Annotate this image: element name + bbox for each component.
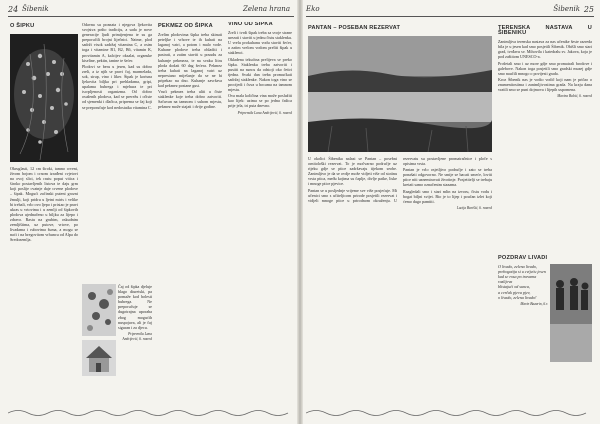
article-title: VINO OD ŠIPKA: [228, 22, 273, 27]
left-footer-ornament: [8, 408, 294, 418]
pantan-landscape-image: [308, 36, 492, 152]
rosehip-photo: [10, 34, 78, 162]
left-header-brand: Šibenik: [22, 5, 49, 13]
poem-title: POZDRAV LIVADI: [498, 255, 548, 261]
paragraph: Ova mala količina vina može poslužiti kao lijek: uzima se po jedna čašica prije jela, tri puta dnevno.: [228, 93, 292, 109]
right-page: [300, 0, 600, 424]
wave-ornament: [8, 408, 294, 418]
paragraph: Kroz Šibenik nas je vodio vodič koji nam je pričao o znamenitostima i zanimljivostima grada. Na kraju dana vratili smo se puni dojmova i lijepih uspomena.: [498, 76, 592, 93]
column: [498, 24, 592, 252]
paragraph: Prošetali smo i uz more gdje smo promatrali brodove i galebove. Nakon toga posjetili smo gradski muzej gdje smo naučili mnogo o povijesti grada.: [498, 60, 592, 76]
wave-ornament: [306, 408, 594, 418]
poem-line: o livado, zelena livado!: [498, 294, 537, 300]
poem-line: a cvrčak pjeva pjev,: [498, 289, 531, 295]
paragraph: U okolici Šibenika nalazi se Pantan – posebni ornitološki rezervat. To je močvarno područje uz rijeku gdje se ptice zadržavaju tijekom seobe. Zanimljivo je da se ovdje može vidjeti više od stotinu vrsta ptica, među kojima su čaplje, divlje patke, liske i mnoge ptice pjevice.: [308, 156, 397, 187]
column: [498, 254, 548, 404]
poem-line: O livado, zelena livado,: [498, 264, 537, 270]
left-page-number: 24: [8, 5, 19, 14]
paragraph: Zreli i tvrdi šipak treba sa svoje strane urezati i staviti u jednu čistu staklenku. U vrelu prokuhanu vodu staviti šećer, a zatim vrelom vodom preliti šipak u staklenci.: [228, 30, 292, 56]
author-signature: Marin Bazarin, 6.r.: [520, 301, 548, 306]
header-rule: [8, 16, 294, 17]
house-image: [82, 340, 116, 376]
right-header-brand: Šibenik: [553, 5, 580, 13]
paragraph: Razgledali smo i stari mlin na izvoru, čistu vodu i bogat biljni svijet. Bio je to lijep i poučan izlet koji ćemo dugo pamtiti.: [403, 188, 492, 204]
rosehip-image: [10, 34, 78, 162]
right-footer-ornament: [306, 408, 594, 418]
author-signature: Lucija Barišić, 6. razred: [456, 205, 492, 210]
column: [82, 22, 152, 280]
article-title: PEKMEZ OD ŠIPKA: [158, 23, 213, 29]
column: [10, 166, 78, 406]
header-rule: [306, 16, 594, 17]
paragraph: Pantan se u posljednje vrijeme sve više posjećuje. Mi učenici smo s učiteljicom prirode posjetili rezervat i vidjeli mnoge ptice u prirodnom okruženju. U rezervatu su postavljene promatračnice i ploče s opisima vrsta.: [308, 156, 492, 203]
article-title: PANTAN – POSEBAN REZERVAT: [308, 25, 401, 31]
paragraph: Okruglasti, 12 cm široki, tamno crveni, živom bojom i crnom izrađeni cvjetovi na ovoj slici, tek rastu poput vitica i široko postavljenih listova te daju grm koji poslije cvatnje daje crvene plodove – šipak. Mogući začinski puteni grozni žmulji, koji pridru u ljetni miris i velike bi trebali, vrlo ovo ljepo i pristao je pravi ukras u vrtovima i u zemlji od šipkovih plodova ujednačeno u biljku za lijepo i zdravo. Rastu na grubim, oskudnim zemljištima, uz putove, vrtove, po livadama i rubovima šuma, a mogu se naći i na bregovitom vrhuncu od Alpa do Sredozemlja.: [10, 166, 78, 243]
author-signature: Marina Babić, 6. razred: [557, 94, 592, 99]
author-signature: Pripremila Lana Andrijević, 6. razred: [237, 110, 292, 115]
right-page-number: 25: [583, 5, 594, 14]
poem-line: kad se rosa po travama razlijeva: [498, 274, 537, 285]
paragraph: Vrući pekmez treba uliti u čiste staklenke koje treba dobro zatvoriti. Sačuvan na tamnom i suhom mjestu, pekmez može stajati i dvije godine.: [158, 89, 222, 110]
column: [308, 156, 492, 406]
left-page-header: [8, 4, 294, 20]
poem-line: prebogatija si u cvijeću jesen: [498, 269, 546, 275]
poem-lines: [498, 264, 548, 300]
paragraph: Pantan je vrlo osjetljivo područje i zato se treba ponašati odgovorno. Ne smije se bacati smeće, loviti ptice niti uznemiravati životinje. Posjetitelji se trebaju kretati samo označenim stazama.: [403, 167, 492, 188]
left-header-title: Zelena hrana: [242, 5, 290, 13]
article-title: TERENSKA NASTAVA U ŠIBENIKU: [498, 25, 592, 37]
right-page-header: [306, 4, 594, 20]
paragraph: Okladena tekućina prelijeva se preko šipka. Staklenku treba zatvoriti i pustiti na suncu da odstoji oko četiri tjedna. Svaki dan treba promućkati sadržaj staklenke. Nakon toga vino se procijedi i čuva u bocama na tamnom mjestu.: [228, 56, 292, 93]
paragraph: Plodovi se beru u jesen, kad su dobro zreli, a iz njih se pravi čaj, marmelada, sok, sirup, vino i liker. Šipak je korisna ljekovita biljka pri prehladama, gripi, upalama bubrega i mjehura te pri iscrpljenosti organizma. Od dobro osušenih plodova, kad se prerežu i očiste od sjemenki i dlačica, priprema se čaj koji se preporučuje kod nedostatka vitamina C.: [82, 63, 152, 110]
paragraph: Zanimljiva terenska nastava za nas učenike šeste razreda bila je u jesen kad smo posjetili Šibenik. Obišli smo stari grad, tvrđavu sv. Mihovila i katedralu sv. Jakova, koja je pod zaštitom UNESCO-a.: [498, 39, 592, 60]
pantan-photo: [308, 36, 492, 152]
article-title: O ŠIPKU: [10, 23, 35, 29]
column: [308, 24, 492, 34]
children-image: [550, 264, 592, 362]
column: [118, 284, 152, 404]
author-signature: Pripremila Lana Andrijević, 6. razred: [122, 331, 152, 341]
flower-photo: [82, 284, 116, 336]
children-photo: [550, 264, 592, 362]
paragraph: Zrelim plodovima šipka treba skinuti peteljke i vrhove te ih kuhati na laganoj vatri, a potom i malo vode. Kuhane plodove treba ohladiti i pasirati, a zatim staviti u posudu za kuhanje pekmeza, te na svaku litru ploda dodati 60 dag šećera. Pekmez treba kuhati na laganoj vatri uz neprestano miješanje da se ne bi pripekao na dno. Kuhanje završava kad pekmez postane gust.: [158, 32, 222, 89]
flower-image: [82, 284, 116, 336]
right-header-left-title: Eko: [306, 5, 320, 13]
house-photo: [82, 340, 116, 376]
paragraph: Čaj od šipka djeluje blago diuretski, pa pomaže kod bolesti bubrega. Ne preporučuje se dugotrajna uporaba zbog mogućih nuspojava, ali je čaj siguran i za djecu.: [118, 284, 152, 330]
poem-line: blistajući od sunca,: [498, 284, 530, 290]
paragraph: Odavna su poznata i njegova ljekovita svojstva pošto tradiciju, a sada je nove generacije ljudi primijenjena te su ga preporučili brojni liječnici. Naime, plod sadrži visok sadržaj vitamina C, a osim toga i vitamine B1, B2, B6, vitamin K, provitamin A, kalcijev oksalat, organske kiseline, pektin, tanine te šećer.: [82, 22, 152, 63]
column: [158, 22, 292, 402]
